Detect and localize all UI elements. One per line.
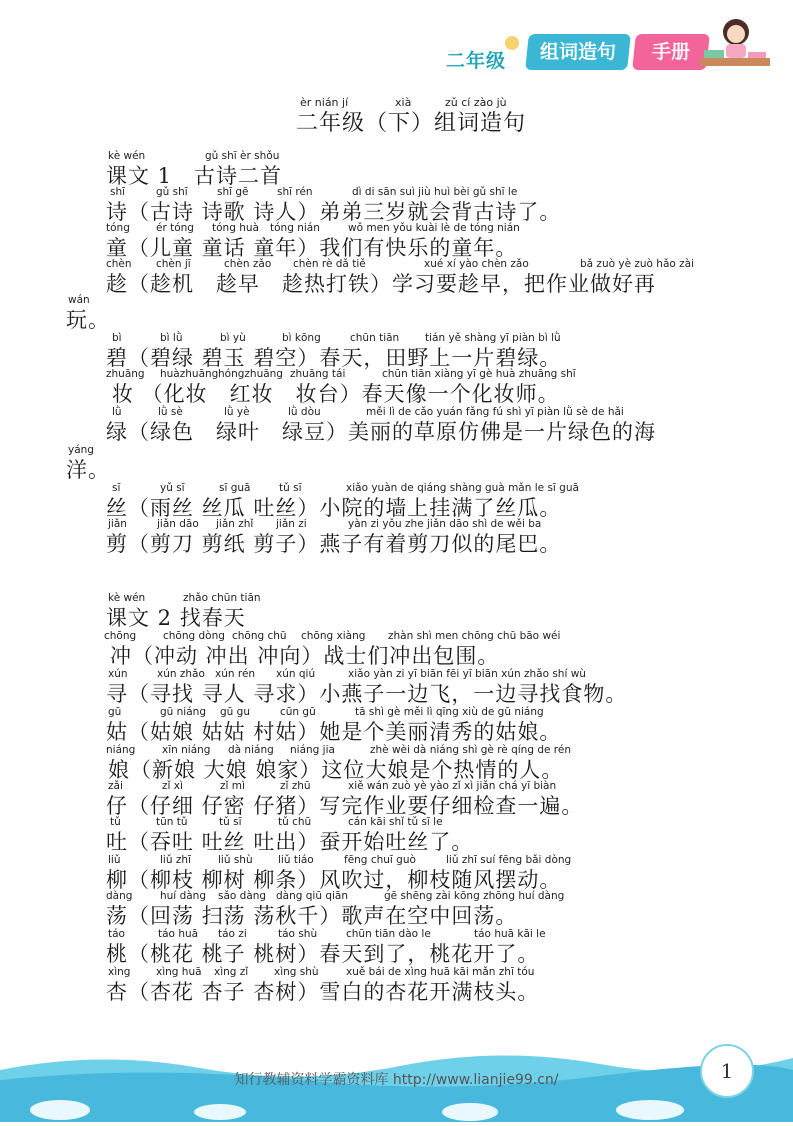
pinyin-text: bì kōng [282, 332, 321, 344]
pinyin-text: lǜ [112, 406, 122, 418]
vocab-line [0, 518, 793, 554]
pinyin-text: xìng zǐ [214, 966, 249, 978]
pinyin-text: chūn tiān [350, 332, 400, 344]
pinyin-text: wán [68, 294, 90, 306]
hanzi-text: 柳（柳枝 柳树 柳条）风吹过，柳枝随风摆动。 [106, 868, 562, 892]
hanzi-text: 剪（剪刀 剪纸 剪子）燕子有着剪刀似的尾巴。 [106, 532, 562, 556]
pinyin-text: kè wén [108, 592, 146, 604]
pinyin-text: gǔ shī èr shǒu [205, 150, 280, 162]
hanzi-text: 冲（冲动 冲出 冲向）战士们冲出包围。 [110, 644, 500, 668]
pinyin-text: táo shù [278, 928, 318, 940]
pinyin-text: yàn zi yǒu zhe jiǎn dāo shì de wěi ba [348, 518, 542, 530]
lightbulb-icon [505, 36, 519, 50]
vocab-line [0, 406, 793, 442]
header-tag-phrases-label: 组词造句 [539, 41, 616, 63]
pinyin-text: chūn tiān dào le [346, 928, 431, 940]
pinyin-text: huàzhuāng [160, 368, 219, 380]
vocab-line [0, 186, 793, 222]
pinyin-text: gǔ shī [156, 186, 188, 198]
vocab-line [0, 482, 793, 518]
pinyin-text: zhàn shì men chōng chū bāo wéi [388, 630, 561, 642]
pinyin-text: yáng [68, 444, 94, 456]
page-title [0, 96, 793, 136]
pinyin-text: jiǎn zhǐ [216, 518, 254, 530]
pinyin-text: zǐ xì [162, 780, 183, 792]
hanzi-text: 丝（雨丝 丝瓜 吐丝）小院的墙上挂满了丝瓜。 [106, 496, 562, 520]
footer-source-text: 知行教辅资料学霸资料库 http://www.lianjie99.cn/ [234, 1072, 559, 1088]
pinyin-text: zhuāng [106, 368, 145, 380]
pinyin-text: sǎo dàng [218, 890, 267, 902]
title-pinyin-3: zǔ cí zào jù [445, 96, 507, 109]
pinyin-text: bì yù [220, 332, 246, 344]
pinyin-text: tǔ sī [219, 816, 242, 828]
pinyin-text: táo huā kāi le [474, 928, 546, 940]
vocab-line [0, 222, 793, 258]
pinyin-text: cūn gū [280, 706, 316, 718]
pinyin-text: jiǎn zi [276, 518, 307, 530]
pinyin-text: gū [108, 706, 122, 718]
pinyin-text: liǔ [108, 854, 121, 866]
vocab-line [0, 630, 793, 666]
pinyin-text: chōng xiàng [301, 630, 366, 642]
header-tag-phrases [525, 34, 631, 70]
pinyin-text: bǎ zuò yè zuò hǎo zài [580, 258, 695, 270]
pinyin-text: chōng dòng [163, 630, 225, 642]
title-pinyin-1: èr nián jí [300, 96, 349, 109]
pinyin-text: zhǎo chūn tiān [183, 592, 261, 604]
vocab-line [0, 854, 793, 890]
pinyin-text: tóng [106, 222, 130, 234]
vocab-line [0, 150, 793, 186]
pinyin-text: xīn niáng [162, 744, 211, 756]
pinyin-text: shī [110, 186, 126, 198]
pinyin-text: lǜ sè [158, 406, 183, 418]
pinyin-text: tián yě shàng yī piàn bì lǜ [425, 332, 561, 344]
pinyin-text: xuě bái de xìng huā kāi mǎn zhī tóu [346, 966, 535, 978]
pinyin-text: chūn tiān xiàng yī gè huà zhuāng shī [382, 368, 576, 380]
pinyin-text: měi lì de cǎo yuán fǎng fú shì yī piàn lǜ sè de hǎi [366, 406, 624, 418]
vocab-line [0, 444, 793, 480]
pinyin-text: tūn tǔ [156, 816, 188, 828]
pinyin-text: táo [108, 928, 125, 940]
pinyin-text: gē shēng zài kōng zhōng huí dàng [384, 890, 565, 902]
pinyin-text: tǔ chū [278, 816, 312, 828]
hanzi-text: 课文 1 古诗二首 [106, 164, 283, 188]
girl-reading-icon [700, 14, 770, 72]
pinyin-text: gū gu [220, 706, 250, 718]
pinyin-text: jiǎn [108, 518, 127, 530]
hanzi-text: 玩。 [66, 308, 110, 332]
hanzi-text: 诗（古诗 诗歌 诗人）弟弟三岁就会背古诗了。 [106, 200, 562, 224]
pinyin-text: zǐ mì [220, 780, 245, 792]
pinyin-text: huí dàng [160, 890, 206, 902]
pinyin-text: xún rén [215, 668, 256, 680]
pinyin-text: táo huā [158, 928, 199, 940]
pinyin-text: chèn [106, 258, 132, 270]
pinyin-text: cán kāi shǐ tǔ sī le [348, 816, 443, 828]
title-pinyin-2: xià [395, 96, 412, 109]
pinyin-text: yǔ sī [160, 482, 185, 494]
hanzi-text: 仔（仔细 仔密 仔猪）写完作业要仔细检查一遍。 [106, 794, 584, 818]
pinyin-text: chōng [104, 630, 137, 642]
pinyin-text: tǔ [110, 816, 121, 828]
vocab-line [0, 332, 793, 368]
pinyin-text: niáng jia [290, 744, 335, 756]
pinyin-text: fēng chuī guò [344, 854, 416, 866]
pinyin-text: zhuāng tái [290, 368, 346, 380]
vocab-line [0, 928, 793, 964]
pinyin-text: lǜ yè [224, 406, 250, 418]
hanzi-text: 妆 （化妆 红妆 妆台）春天像一个化妆师。 [112, 382, 560, 406]
pinyin-text: xiǎo yàn zi yī biān fēi yī biān xún zhǎo shí wù [348, 668, 586, 680]
pinyin-text: xué xí yào chèn zǎo [424, 258, 529, 270]
hanzi-text: 趁（趁机 趁早 趁热打铁）学习要趁早，把作业做好再 [106, 272, 656, 296]
pinyin-text: tā shì gè měi lì qīng xiù de gū niáng [355, 706, 544, 718]
vocab-line [0, 966, 793, 1002]
page-header [0, 0, 793, 80]
pinyin-text: chōng chū [232, 630, 287, 642]
pinyin-text: zǎi [108, 780, 123, 792]
pinyin-text: ér tóng [156, 222, 194, 234]
page-number: 1 [700, 1044, 754, 1098]
vocab-line [0, 890, 793, 926]
pinyin-text: zǐ zhū [280, 780, 311, 792]
pinyin-text: wǒ men yǒu kuài lè de tóng nián [348, 222, 520, 234]
header-tag-handbook-label: 手册 [651, 41, 690, 63]
grade-label: 二年级 [446, 50, 507, 72]
pinyin-text: liǔ zhī [160, 854, 191, 866]
vocab-line [0, 294, 793, 330]
pinyin-text: gū niáng [160, 706, 206, 718]
pinyin-text: dàng [106, 890, 133, 902]
pinyin-text: dà niáng [228, 744, 274, 756]
pinyin-text: xún qiú [276, 668, 316, 680]
hanzi-text: 绿（绿色 绿叶 绿豆）美丽的草原仿佛是一片绿色的海 [106, 420, 656, 444]
title-text: 二年级（下）组词造句 [296, 111, 527, 136]
pinyin-text: sī [112, 482, 121, 494]
vocab-line [0, 258, 793, 294]
pinyin-text: sī guā [219, 482, 251, 494]
pinyin-text: jiǎn dāo [157, 518, 199, 530]
vocab-line [0, 816, 793, 852]
pinyin-text: lǜ dòu [288, 406, 321, 418]
pinyin-text: niáng [106, 744, 136, 756]
pinyin-text: liǔ shù [218, 854, 253, 866]
header-tag-handbook [632, 34, 710, 70]
pinyin-text: tóng huà [212, 222, 259, 234]
hanzi-text: 杏（杏花 杏子 杏树）雪白的杏花开满枝头。 [106, 980, 540, 1004]
hanzi-text: 童（儿童 童话 童年）我们有快乐的童年。 [106, 236, 518, 260]
hanzi-text: 荡（回荡 扫荡 荡秋千）歌声在空中回荡。 [106, 904, 518, 928]
hanzi-text: 娘（新娘 大娘 娘家）这位大娘是个热情的人。 [108, 758, 564, 782]
hanzi-text: 洋。 [66, 458, 110, 482]
pinyin-text: táo zi [218, 928, 247, 940]
hanzi-text: 寻（寻找 寻人 寻求）小燕子一边飞，一边寻找食物。 [106, 682, 628, 706]
hanzi-text: 吐（吞吐 吐丝 吐出）蚕开始吐丝了。 [106, 830, 474, 854]
hanzi-text: 碧（碧绿 碧玉 碧空）春天，田野上一片碧绿。 [106, 346, 562, 370]
pinyin-text: chèn zǎo [224, 258, 272, 270]
pinyin-text: xìng [108, 966, 131, 978]
pinyin-text: xún zhǎo [157, 668, 205, 680]
pinyin-text: chèn jī [156, 258, 191, 270]
vocab-line [0, 368, 793, 404]
vocab-line [0, 706, 793, 742]
pinyin-text: chèn rè dǎ tiě [293, 258, 366, 270]
pinyin-text: tǔ sī [279, 482, 302, 494]
pinyin-text: zhè wèi dà niáng shì gè rè qíng de rén [370, 744, 571, 756]
hanzi-text: 姑（姑娘 姑姑 村姑）她是个美丽清秀的姑娘。 [106, 720, 562, 744]
pinyin-text: liǔ tiáo [278, 854, 314, 866]
pinyin-text: hóngzhuāng [218, 368, 283, 380]
vocab-line [0, 744, 793, 780]
hanzi-text: 桃（桃花 桃子 桃树）春天到了，桃花开了。 [106, 942, 540, 966]
pinyin-text: xiǎo yuàn de qiáng shàng guà mǎn le sī guā [346, 482, 579, 494]
pinyin-text: xìng shù [274, 966, 319, 978]
vocab-line [0, 668, 793, 704]
pinyin-text: dàng qiū qiān [276, 890, 349, 902]
pinyin-text: kè wén [108, 150, 146, 162]
vocab-line [0, 780, 793, 816]
pinyin-text: tóng nián [270, 222, 320, 234]
pinyin-text: bì [112, 332, 122, 344]
pinyin-text: xìng huā [156, 966, 202, 978]
pinyin-text: bì lǜ [160, 332, 183, 344]
pinyin-text: xiě wán zuò yè yào zǐ xì jiǎn chá yī biàn [348, 780, 557, 792]
pinyin-text: shī gē [217, 186, 249, 198]
pinyin-text: liǔ zhī suí fēng bǎi dòng [446, 854, 572, 866]
hanzi-text: 课文 2 找春天 [106, 606, 246, 630]
pinyin-text: xún [108, 668, 128, 680]
vocab-line [0, 592, 793, 628]
pinyin-text: shī rén [277, 186, 313, 198]
pinyin-text: dì di sān suì jiù huì bèi gǔ shī le [352, 186, 518, 198]
